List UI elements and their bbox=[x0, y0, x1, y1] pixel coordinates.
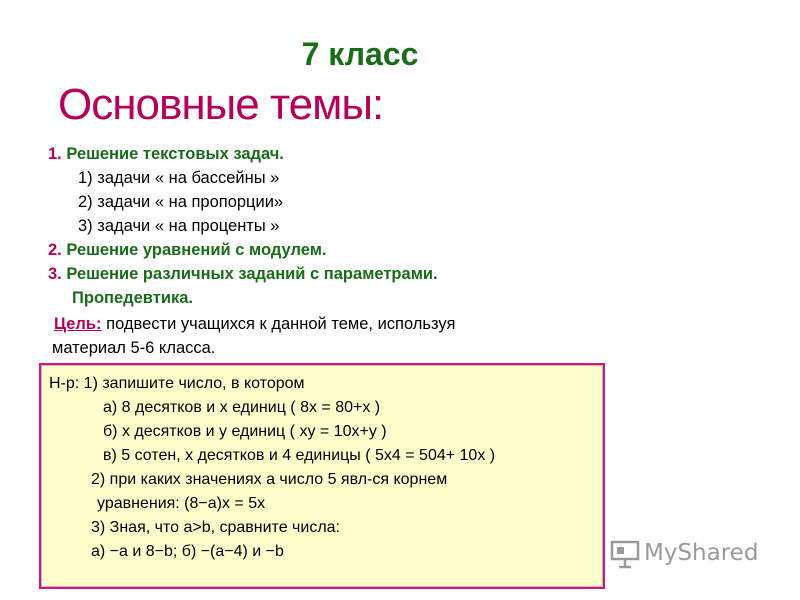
topics-list bbox=[48, 142, 438, 310]
topic-3-continuation: Пропедевтика. bbox=[72, 289, 193, 307]
watermark bbox=[610, 538, 768, 570]
goal-text-1: подвести учащихся к данной теме, используя bbox=[101, 315, 456, 333]
example-task-1b: б) х десятков и у единиц ( ху = 10х+у ) bbox=[103, 423, 387, 440]
topic-1-number: 1. bbox=[48, 145, 62, 163]
main-heading: Основные темы: bbox=[58, 80, 384, 129]
subtopic-percents: 3) задачи « на проценты » bbox=[78, 217, 280, 235]
example-task-1: Н-р: 1) запишите число, в котором bbox=[49, 375, 305, 392]
goal-label: Цель: bbox=[54, 315, 102, 333]
example-task-3-items: а) −а и 8−b; б) −(а−4) и −b bbox=[91, 543, 284, 560]
example-box bbox=[39, 363, 605, 589]
example-task-3: 3) Зная, что а>b, сравните числа: bbox=[91, 519, 340, 536]
topic-item-2 bbox=[48, 238, 438, 262]
example-task-1a: а) 8 десятков и х единиц ( 8х = 80+х ) bbox=[103, 399, 381, 416]
subtopic-pools: 1) задачи « на бассейны » bbox=[78, 169, 280, 187]
example-content bbox=[49, 372, 495, 564]
example-task-1c: в) 5 сотен, х десятков и 4 единицы ( 5х4 = 504+ 10х ) bbox=[103, 447, 496, 464]
topic-2-number: 2. bbox=[48, 241, 62, 259]
presentation-board-icon bbox=[610, 539, 640, 569]
topic-1-text: Решение текстовых задач. bbox=[61, 145, 284, 163]
goal-paragraph bbox=[54, 312, 574, 360]
example-task-2-equation: уравнения: (8−а)х = 5х bbox=[97, 495, 266, 512]
watermark-text: MyShared bbox=[644, 540, 759, 566]
example-task-2: 2) при каких значениях а число 5 явл-ся корнем bbox=[91, 471, 448, 488]
goal-line-2: материал 5-6 класса. bbox=[52, 339, 216, 357]
goal-line-1 bbox=[54, 312, 574, 336]
subtopic-proportions: 2) задачи « на пропорции» bbox=[78, 193, 284, 211]
topic-item-1 bbox=[48, 142, 438, 166]
topic-item-3 bbox=[48, 262, 438, 286]
topic-3-text: Решение различных заданий с параметрами. bbox=[61, 265, 438, 283]
grade-title: 7 класс bbox=[301, 36, 419, 72]
topic-2-text: Решение уравнений с модулем. bbox=[61, 241, 327, 259]
topic-3-number: 3. bbox=[48, 265, 62, 283]
